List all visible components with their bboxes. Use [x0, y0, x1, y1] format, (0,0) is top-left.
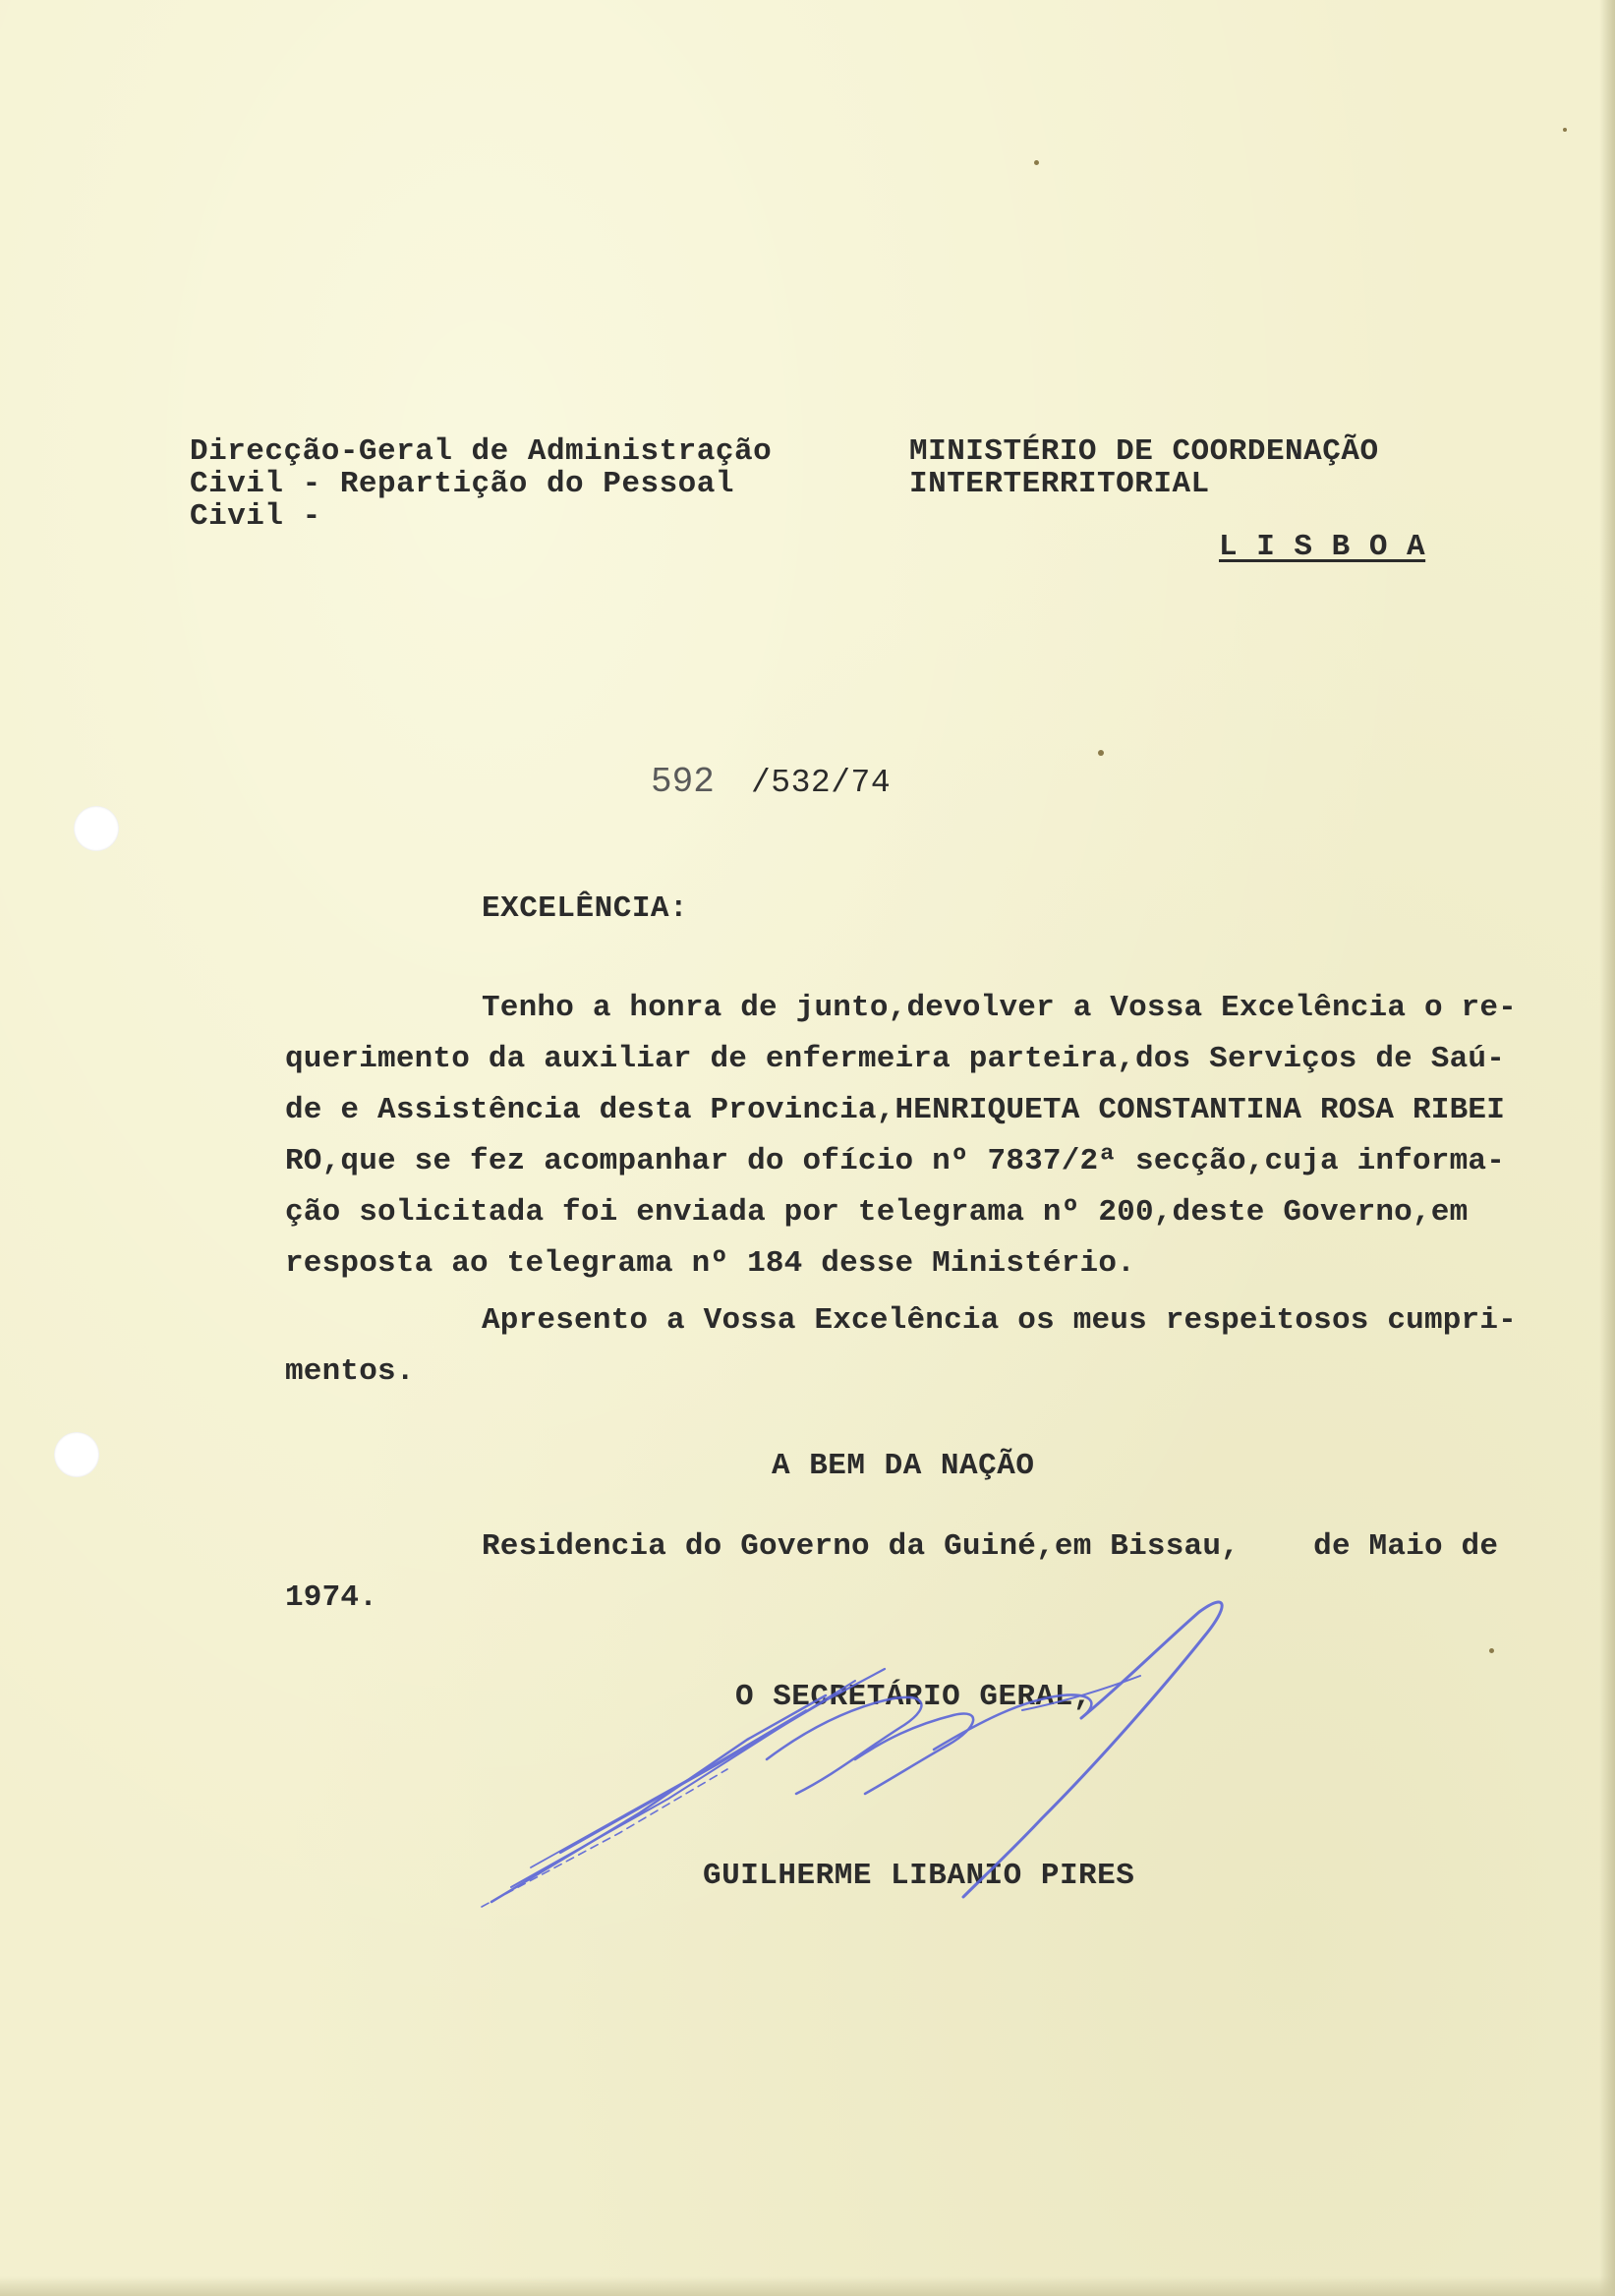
- paper-bottom-shadow: [0, 2276, 1615, 2296]
- body-line: resposta ao telegrama nº 184 desse Ministério.: [285, 1246, 1135, 1281]
- paper-speck: [1489, 1648, 1494, 1653]
- punch-hole-bottom: [54, 1432, 99, 1477]
- signer-name: GUILHERME LIBANIO PIRES: [703, 1859, 1135, 1893]
- year: 1974.: [285, 1580, 378, 1615]
- paper-edge-shadow: [1599, 0, 1615, 2296]
- recipient-line-1: MINISTÉRIO DE COORDENAÇÃO: [909, 434, 1379, 469]
- closing-motto: A BEM DA NAÇÃO: [772, 1449, 1035, 1483]
- stamped-number: 592: [651, 762, 715, 802]
- sender-line-1: Direcção-Geral de Administração: [190, 434, 773, 469]
- signer-title: O SECRETÁRIO GERAL,: [735, 1680, 1092, 1714]
- body-line: de e Assistência desta Provincia,HENRIQUETA CONSTANTINA ROSA RIBEI: [285, 1093, 1505, 1127]
- sender-line-3: Civil -: [190, 499, 321, 534]
- body-line: Tenho a honra de junto,devolver a Vossa Excelência o re-: [482, 991, 1517, 1025]
- body-line: Apresento a Vossa Excelência os meus respeitosos cumpri-: [482, 1303, 1517, 1338]
- handwritten-signature: [472, 1592, 1248, 1917]
- recipient-line-2: INTERTERRITORIAL: [909, 467, 1210, 501]
- paper-speck: [1034, 160, 1039, 165]
- body-line: mentos.: [285, 1354, 415, 1389]
- reference-suffix: /532/74: [751, 765, 892, 801]
- sender-line-2: Civil - Repartição do Pessoal: [190, 467, 734, 501]
- punch-hole-top: [74, 806, 119, 851]
- salutation: EXCELÊNCIA:: [482, 891, 689, 926]
- body-line: querimento da auxiliar de enfermeira parteira,dos Serviços de Saú-: [285, 1042, 1505, 1076]
- paper-speck: [1563, 128, 1567, 132]
- recipient-city: L I S B O A: [1219, 530, 1426, 564]
- body-line: ção solicitada foi enviada por telegrama nº 200,deste Governo,em: [285, 1195, 1469, 1230]
- body-line: RO,que se fez acompanhar do ofício nº 7837/2ª secção,cuja informa-: [285, 1144, 1505, 1178]
- paper-speck: [1098, 750, 1104, 756]
- place-date-line: Residencia do Governo da Guiné,em Bissau, de Maio de: [482, 1529, 1499, 1564]
